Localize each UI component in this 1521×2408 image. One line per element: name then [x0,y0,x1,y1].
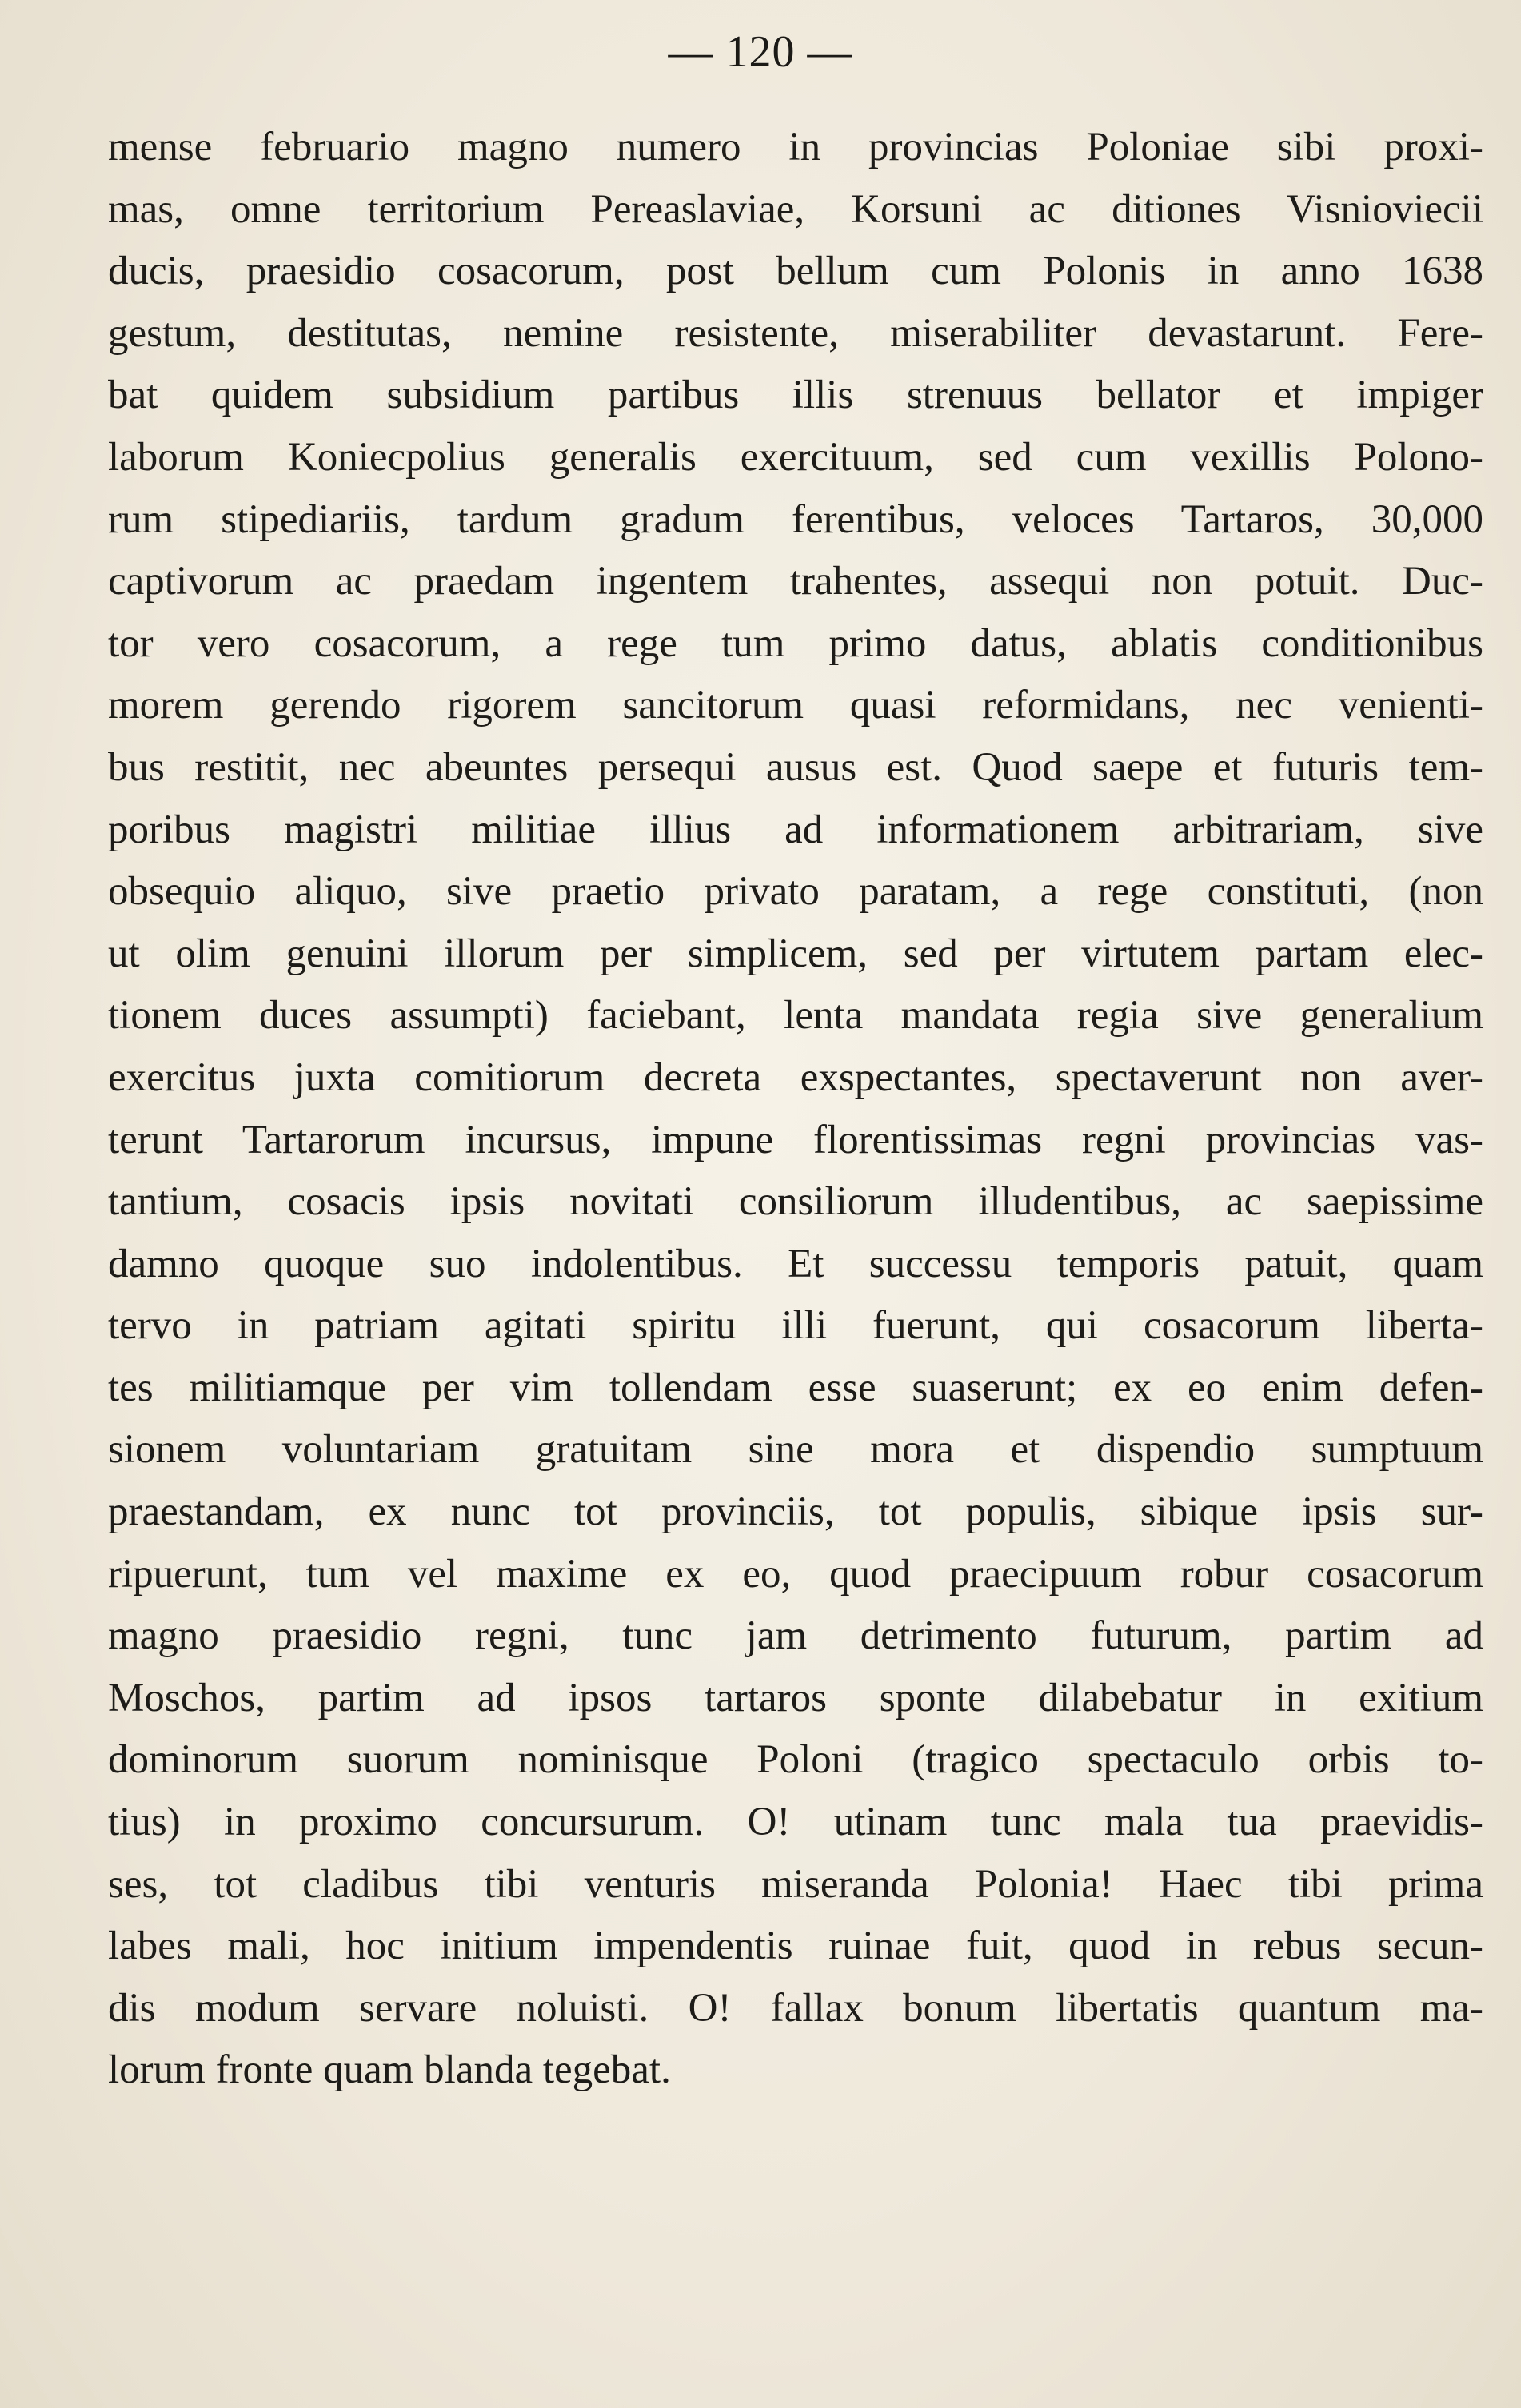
text-line: mas, omne territorium Pereaslaviae, Korsuni ac ditiones Visnioviecii [108,186,1483,232]
body-text [108,117,1483,2102]
text-line: morem gerendo rigorem sancitorum quasi reformidans, nec venienti- [108,683,1483,728]
text-line: gestum, destitutas, nemine resistente, miserabiliter devastarunt. Fere- [108,310,1483,356]
text-line: bat quidem subsidium partibus illis strenuus bellator et impiger [108,373,1483,418]
text-line: magno praesidio regni, tunc jam detrimento futurum, partim ad [108,1613,1483,1659]
text-line: Moschos, partim ad ipsos tartaros sponte dilabebatur in exitium [108,1675,1483,1720]
text-line: bus restitit, nec abeuntes persequi ausus est. Quod saepe et futuris tem- [108,744,1483,790]
text-line: ses, tot cladibus tibi venturis miseranda Polonia! Haec tibi prima [108,1861,1483,1907]
text-line: tervo in patriam agitati spiritu illi fuerunt, qui cosacorum liberta- [108,1303,1483,1349]
text-line: terunt Tartarorum incursus, impune florentissimas regni provincias vas- [108,1117,1483,1162]
text-line: damno quoque suo indolentibus. Et successu temporis patuit, quam [108,1241,1483,1286]
page-number: — 120 — [668,27,853,77]
text-line: lorum fronte quam blanda tegebat. [108,2047,671,2093]
text-line: tionem duces assumpti) faciebant, lenta mandata regia sive generalium [108,993,1483,1039]
text-line: tantium, cosacis ipsis novitati consiliorum illudentibus, ac saepissime [108,1179,1483,1225]
text-line: exercitus juxta comitiorum decreta exspectantes, spectaverunt non aver- [108,1054,1483,1100]
text-line: dominorum suorum nominisque Poloni (tragico spectaculo orbis to- [108,1737,1483,1783]
text-line: tes militiamque per vim tollendam esse suaserunt; ex eo enim defen- [108,1365,1483,1410]
text-line: obsequio aliquo, sive praetio privato paratam, a rege constituti, (non [108,869,1483,915]
text-line: tor vero cosacorum, a rege tum primo datus, ablatis conditionibus [108,620,1483,666]
text-line: praestandam, ex nunc tot provinciis, tot populis, sibique ipsis sur- [108,1489,1483,1535]
text-line: dis modum servare noluisti. O! fallax bonum libertatis quantum ma- [108,1985,1483,2031]
text-line: captivorum ac praedam ingentem trahentes, assequi non potuit. Duc- [108,559,1483,604]
text-line: ducis, praesidio cosacorum, post bellum cum Polonis in anno 1638 [108,249,1483,294]
text-line: sionem voluntariam gratuitam sine mora et dispendio sumptuum [108,1427,1483,1473]
text-line: ripuerunt, tum vel maxime ex eo, quod praecipuum robur cosacorum [108,1551,1483,1597]
text-line: laborum Koniecpolius generalis exercituum, sed cum vexillis Polono- [108,434,1483,480]
text-line: tius) in proximo concursurum. O! utinam tunc mala tua praevidis- [108,1800,1483,1845]
text-line: labes mali, hoc initium impendentis ruinae fuit, quod in rebus secun- [108,1924,1483,1969]
text-line: mense februario magno numero in provincias Poloniae sibi proxi- [108,125,1483,169]
text-line: rum stipediariis, tardum gradum ferentibus, veloces Tartaros, 30,000 [108,496,1483,542]
text-line: ut olim genuini illorum per simplicem, sed per virtutem partam elec- [108,931,1483,976]
text-line: poribus magistri militiae illius ad informationem arbitrariam, sive [108,807,1483,852]
